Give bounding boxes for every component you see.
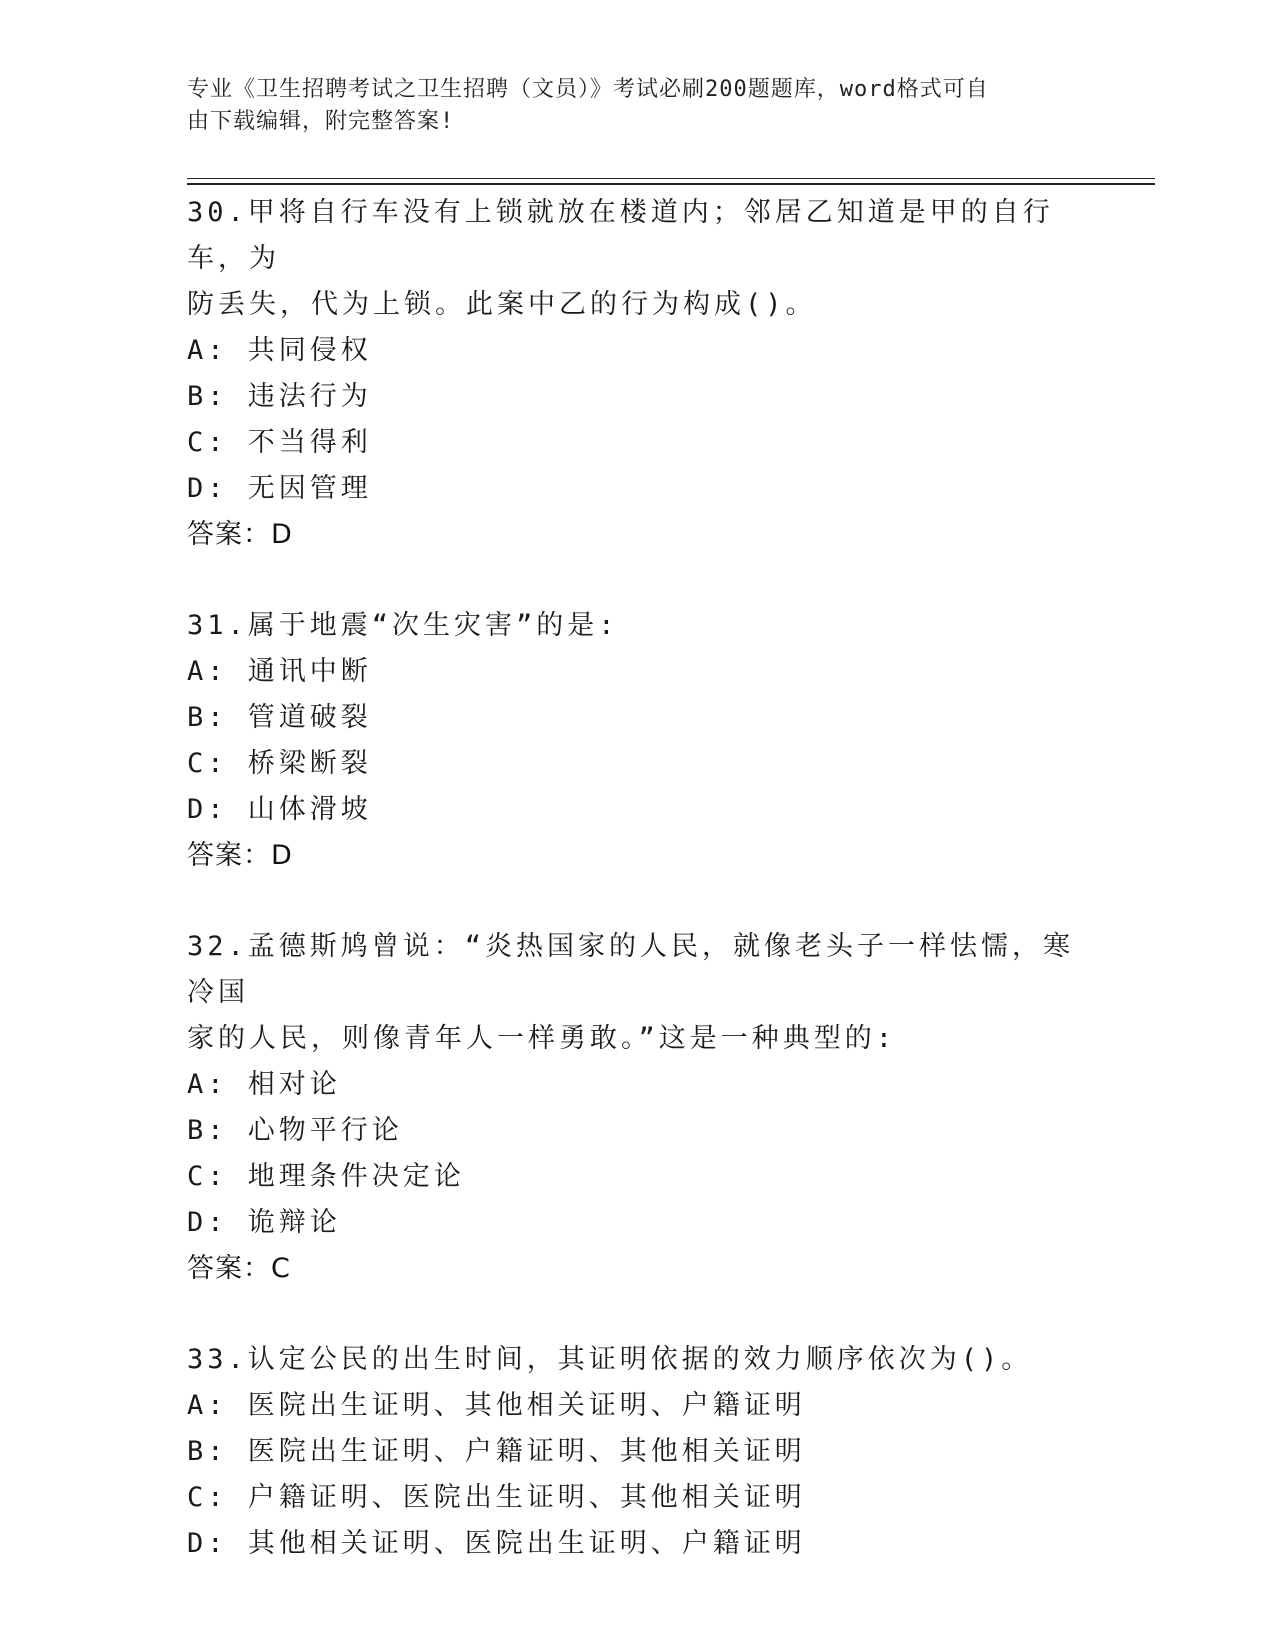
header-line-1: 专业《卫生招聘考试之卫生招聘（文员）》考试必刷200题题库，word格式可自 [187,77,989,102]
option-d: D: 诡辩论 [187,1207,341,1238]
question-stem-line: 家的人民，则像青年人一样勇敢。”这是一种典型的: [187,1023,897,1054]
option-b: B: 心物平行论 [187,1115,403,1146]
question-stem-line: 31.属于地震“次生灾害”的是: [187,610,619,641]
option-c: C: 桥梁断裂 [187,748,372,779]
question-list [187,190,1087,1567]
header-line-2: 由下载编辑，附完整答案! [187,109,455,134]
answer-line: 答案：D [187,519,293,550]
option-b: B: 违法行为 [187,381,372,412]
option-a: A: 相对论 [187,1069,341,1100]
option-b: B: 医院出生证明、户籍证明、其他相关证明 [187,1436,806,1467]
document-header [187,74,1067,138]
answer-line: 答案：D [187,840,293,871]
option-a: A: 通讯中断 [187,656,372,687]
option-c: C: 地理条件决定论 [187,1161,465,1192]
option-d: D: 其他相关证明、医院出生证明、户籍证明 [187,1528,806,1559]
question-stem-line: 33.认定公民的出生时间，其证明依据的效力顺序依次为()。 [187,1344,1033,1375]
question-32 [187,924,1087,1292]
question-33 [187,1337,1087,1567]
question-31 [187,603,1087,879]
question-stem-line: 防丢失，代为上锁。此案中乙的行为构成()。 [187,289,817,320]
header-rule-thin [187,178,1155,179]
option-d: D: 山体滑坡 [187,794,372,825]
option-d: D: 无因管理 [187,473,372,504]
answer-line: 答案：C [187,1253,291,1284]
header-rule-thick [187,183,1155,185]
option-a: A: 共同侵权 [187,335,372,366]
option-c: C: 不当得利 [187,427,372,458]
question-30 [187,190,1087,558]
option-a: A: 医院出生证明、其他相关证明、户籍证明 [187,1390,806,1421]
option-b: B: 管道破裂 [187,702,372,733]
question-stem-line: 30.甲将自行车没有上锁就放在楼道内；邻居乙知道是甲的自行车，为 [187,197,1054,274]
option-c: C: 户籍证明、医院出生证明、其他相关证明 [187,1482,806,1513]
question-stem-line: 32.孟德斯鸠曾说：“炎热国家的人民，就像老头子一样怯懦，寒冷国 [187,931,1075,1008]
